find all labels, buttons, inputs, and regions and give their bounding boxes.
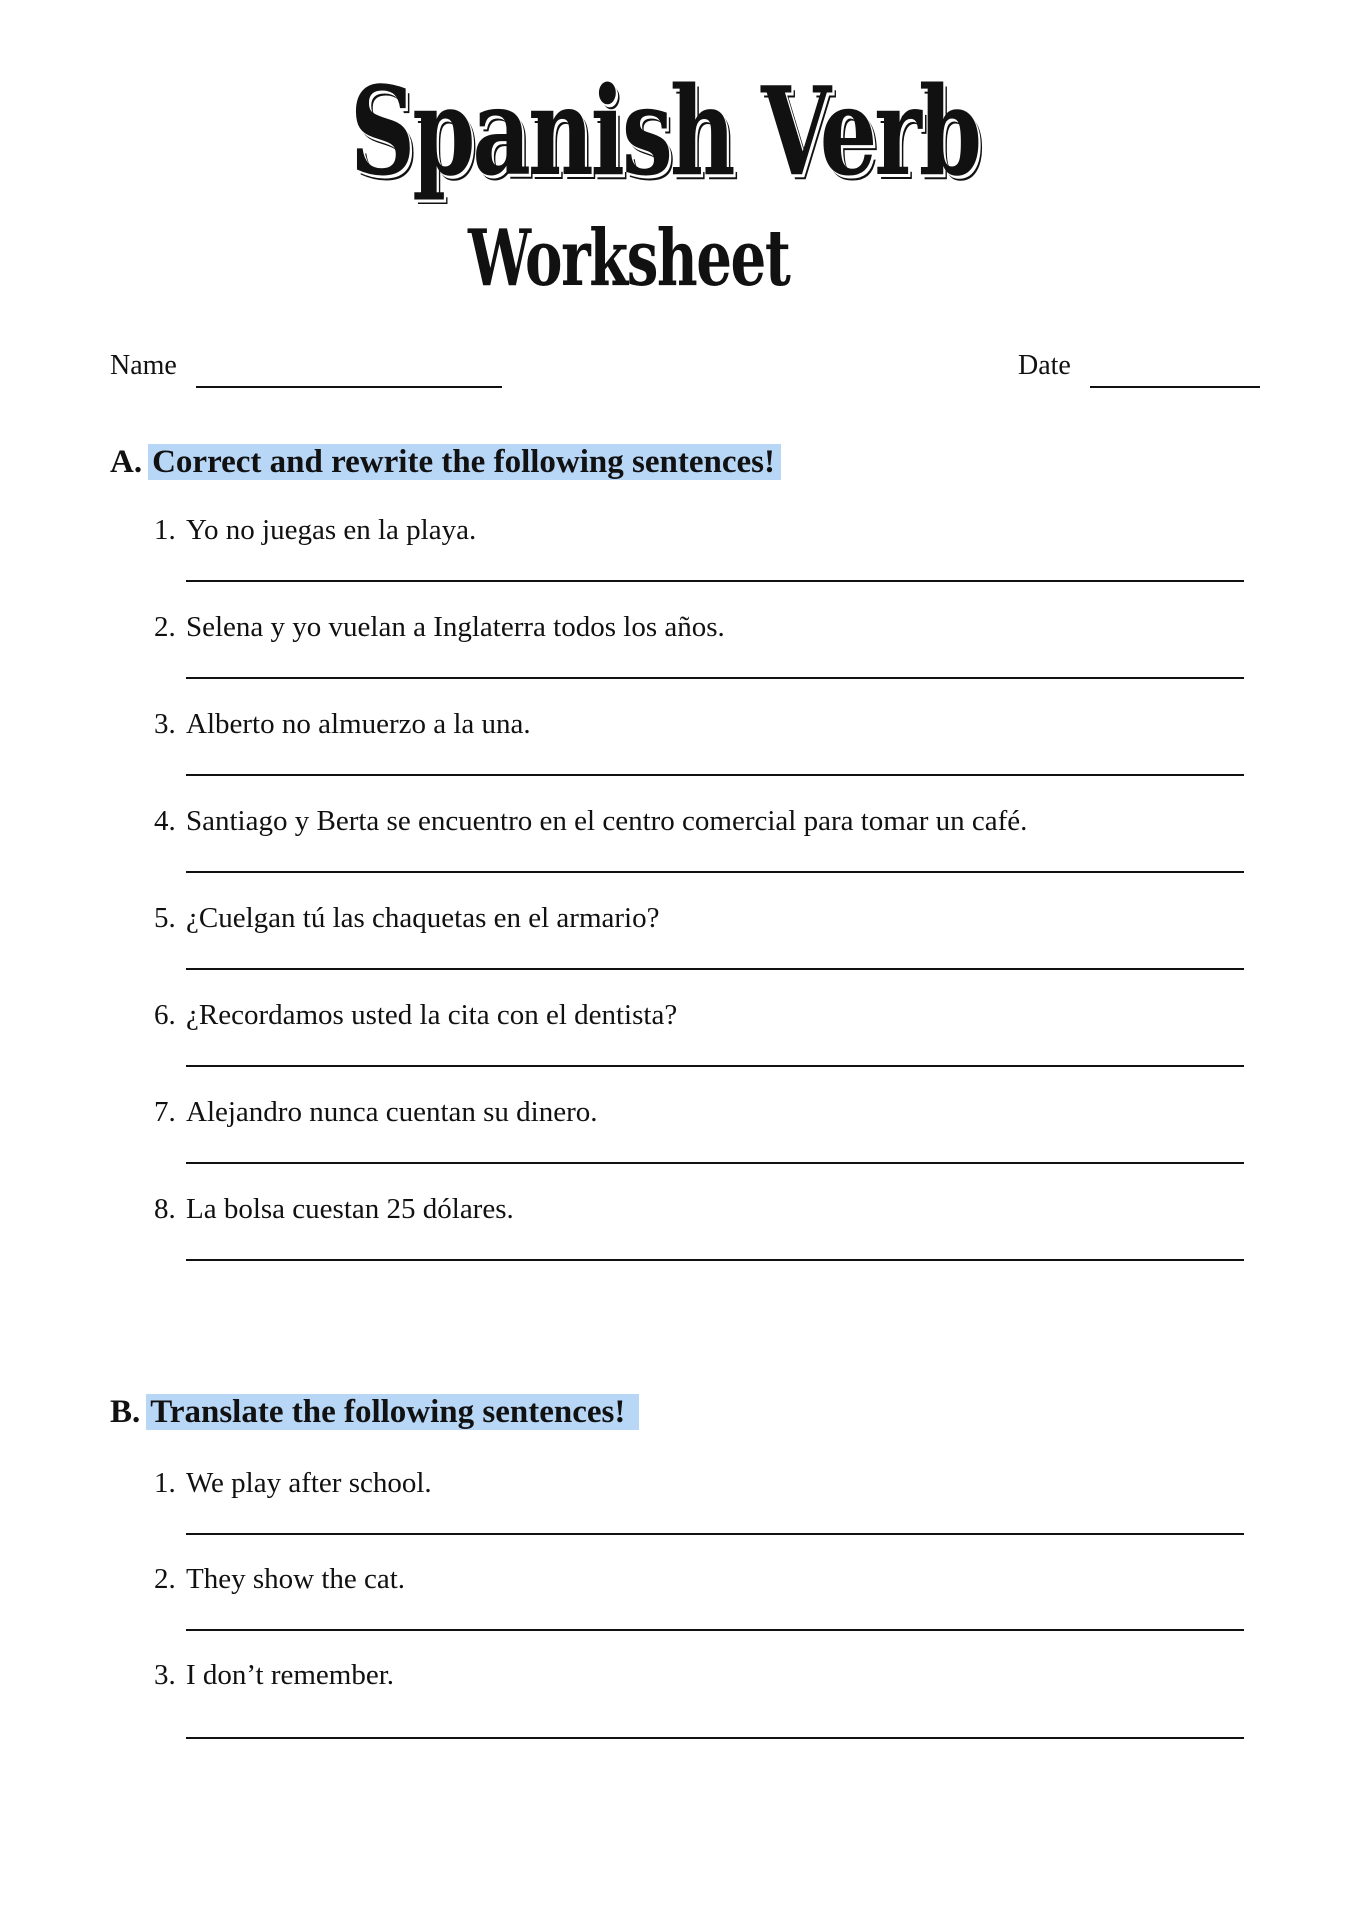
item-number: 7. — [154, 1096, 176, 1128]
answer-line[interactable] — [186, 1065, 1244, 1067]
section-a-items — [110, 510, 1260, 1310]
answer-line[interactable] — [186, 1533, 1244, 1535]
answer-line[interactable] — [186, 1629, 1244, 1631]
list-item — [154, 1559, 1244, 1657]
list-item — [154, 1189, 1244, 1287]
list-item — [154, 1092, 1244, 1190]
answer-line[interactable] — [186, 1162, 1244, 1164]
section-a — [110, 440, 1260, 484]
list-item — [154, 1655, 1244, 1775]
item-number: 6. — [154, 999, 176, 1031]
item-number: 1. — [154, 1467, 176, 1499]
item-sentence: Alberto no almuerzo a la una. — [186, 708, 531, 740]
section-b-heading — [110, 1390, 1260, 1434]
item-sentence: Alejandro nunca cuentan su dinero. — [186, 1096, 598, 1128]
item-sentence: La bolsa cuestan 25 dólares. — [186, 1193, 514, 1225]
section-b-heading-text: Translate the following sentences! — [146, 1394, 639, 1430]
list-item — [154, 995, 1244, 1093]
item-number: 3. — [154, 1659, 176, 1691]
section-a-heading — [110, 440, 1260, 484]
answer-line[interactable] — [186, 1259, 1244, 1261]
item-sentence: I don’t remember. — [186, 1659, 395, 1691]
item-number: 4. — [154, 805, 176, 837]
list-item — [154, 510, 1244, 608]
section-a-heading-text: Correct and rewrite the following sentences! — [148, 444, 781, 480]
item-sentence: ¿Cuelgan tú las chaquetas en el armario? — [186, 902, 660, 934]
item-sentence: Selena y yo vuelan a Inglaterra todos los años. — [186, 611, 725, 643]
item-number: 2. — [154, 1563, 176, 1595]
section-a-letter: A. — [110, 444, 143, 480]
item-sentence: They show the cat. — [186, 1563, 406, 1595]
item-number: 1. — [154, 514, 176, 546]
section-b-letter: B. — [110, 1394, 141, 1430]
answer-line[interactable] — [186, 1737, 1244, 1739]
date-blank-line[interactable] — [1090, 386, 1260, 388]
name-blank-line[interactable] — [196, 386, 502, 388]
title-main: Spanish Verb — [350, 59, 980, 203]
name-label: Name — [110, 350, 177, 381]
item-number: 3. — [154, 708, 176, 740]
section-b — [110, 1390, 1260, 1434]
title-sub: Worksheet — [468, 213, 790, 304]
date-label: Date — [1018, 350, 1071, 381]
item-number: 8. — [154, 1193, 176, 1225]
list-item — [154, 1463, 1244, 1561]
item-sentence: ¿Recordamos usted la cita con el dentista? — [186, 999, 678, 1031]
list-item — [154, 801, 1244, 899]
answer-line[interactable] — [186, 774, 1244, 776]
section-b-items — [110, 1463, 1260, 1793]
answer-line[interactable] — [186, 580, 1244, 582]
list-item — [154, 704, 1244, 802]
answer-line[interactable] — [186, 677, 1244, 679]
item-sentence: Santiago y Berta se encuentro en el centro comercial para tomar un café. — [186, 805, 1028, 837]
item-number: 5. — [154, 902, 176, 934]
item-sentence: Yo no juegas en la playa. — [186, 514, 477, 546]
worksheet-title — [0, 59, 1358, 320]
answer-line[interactable] — [186, 871, 1244, 873]
item-sentence: We play after school. — [186, 1467, 432, 1499]
name-date-row — [110, 350, 1260, 394]
answer-line[interactable] — [186, 968, 1244, 970]
list-item — [154, 898, 1244, 996]
item-number: 2. — [154, 611, 176, 643]
list-item — [154, 607, 1244, 705]
